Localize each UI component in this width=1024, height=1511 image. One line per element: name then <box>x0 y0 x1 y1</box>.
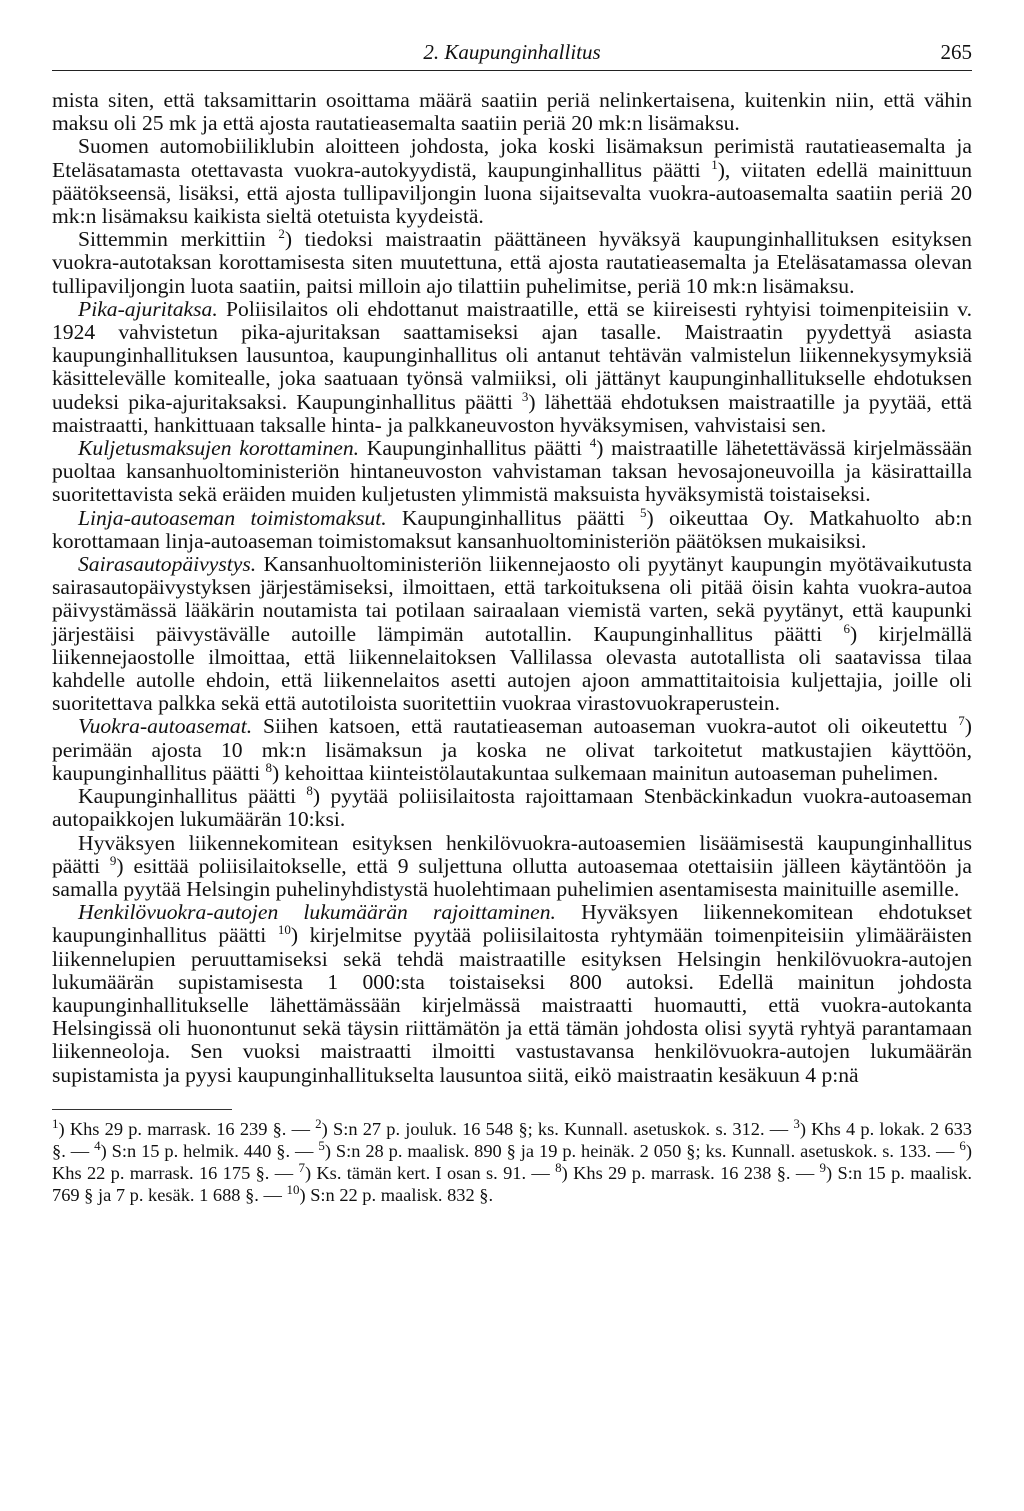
running-header <box>52 34 972 71</box>
body-text <box>52 89 972 1087</box>
footnote-ref: 9 <box>109 852 117 868</box>
footnote-ref: 10 <box>277 922 291 938</box>
footnote-ref: 4 <box>589 434 597 450</box>
footnote-ref: 5 <box>318 1137 325 1153</box>
text-run: ) oikeuttaa Oy. Matkahuolto ab:n korottamaan linja-autoaseman toimistomaksut kansanhuoltoministeriön päätöksen mukaisiksi. <box>52 505 973 553</box>
section-heading: Pika-ajuritaksa. <box>78 296 218 321</box>
footnote-ref: 2 <box>315 1115 322 1131</box>
section-heading: Sairasautopäivystys. <box>78 552 257 577</box>
footnote-ref: 7 <box>298 1159 305 1175</box>
paragraph <box>52 832 972 902</box>
footnote-ref: 8 <box>265 759 273 775</box>
text-run: Hyväksyen liikennekomitean ehdotukset kaupunginhallitus päätti <box>52 900 972 948</box>
footnote-ref: 7 <box>958 713 965 729</box>
paragraph <box>52 715 972 785</box>
text-run: Hyväksyen liikennekomitean esityksen henkilövuokra-autoasemien lisäämisestä kaupunginhallitus päätti <box>52 830 972 878</box>
paragraph <box>52 553 972 715</box>
footnote-ref: 10 <box>286 1181 300 1197</box>
text-run: Siihen katsoen, että rautatieaseman autoaseman vuokra-autot oli oikeutettu <box>252 714 959 739</box>
page-number: 265 <box>940 40 972 64</box>
section-heading: Vuokra-autoasemat. <box>78 714 253 739</box>
section-heading: Kuljetusmaksujen korottaminen. <box>78 436 360 461</box>
footnote-ref: 5 <box>640 504 647 520</box>
paragraph <box>52 228 972 298</box>
paragraph <box>52 782 972 832</box>
paragraph <box>52 298 972 437</box>
text-run: ) Khs 4 p. lokak. 2 633 §. — <box>52 1118 973 1161</box>
text-run: ) S:n 15 p. helmik. 440 §. — <box>100 1140 319 1161</box>
text-run: ) kirjelmitse pyytää poliisilaitosta ryhtymään toimenpiteisiin ylimääräisten liikennelupien peruuttamiseksi sekä tehdä maistraatille esityksen Helsingin henkilövuokra-autojen lukumäärän supistamisesta 1 000:sta toistaiseksi 800 autoksi. Edellä mainitun johdosta kaupunginhallitukselle lähettämässään kirjelmässä maistraatti huomautti, että vuokra-autokanta Helsingissä oli huonontunut sekä täysin riittämätön ja että tämän johdosta olisi syytä ryhtyä parantamaan liikenneoloja. Sen vuoksi maistraatti ilmoitti vastustavansa henkilövuokra-autojen lukumäärän supistamista ja pyysi kaupunginhallitukselta lausuntoa siitä, eikö maistraatin kesäkuun 4 p:nä <box>52 923 972 1087</box>
text-run: ) maistraatille lähetettävässä kirjelmässään puoltaa kansanhuoltoministeriön hintaneuvoston vahvistaman taksan hevosajoneuvoilla ja käsirattailla suoritettavista sekä eräiden muiden kuljetusten ylimmistä maksuista hyväksymistä toistaiseksi. <box>52 436 972 507</box>
text-run: ) S:n 28 p. maalisk. 890 § ja 19 p. heinäk. 2 050 §; ks. Kunnall. asetuskok. s. 133. — <box>324 1140 960 1161</box>
running-title: 2. Kaupunginhallitus <box>423 40 601 64</box>
text-run: ) S:n 27 p. jouluk. 16 548 §; ks. Kunnall. asetuskok. s. 312. — <box>321 1118 794 1139</box>
section-heading: Henkilövuokra-autojen lukumäärän rajoittaminen. <box>78 900 556 925</box>
footnote-ref: 3 <box>793 1115 800 1131</box>
footnote-ref: 3 <box>521 388 529 404</box>
text-run: ) Khs 29 p. marrask. 16 238 §. — <box>561 1162 820 1183</box>
footnote-rule <box>52 1109 232 1110</box>
text-run: ) kirjelmällä liikennejaostolle ilmoittaa, että liikennelaitoksen Vallilassa olevasta autotallista oli saatavissa tilaa kahdelle autolle ehdoin, että liikennelaitos asetti autojen ajoon ammattitaitoisia kuljettajia, joille oli suoritettava palkka sekä että autotiloista suoritettiin vuokraa virastovuokraperustein. <box>52 621 972 716</box>
text-run: ) kehoittaa kiinteistölautakuntaa sulkemaan mainitun autoaseman puhelimen. <box>272 760 939 785</box>
footnote-ref: 1 <box>711 156 718 172</box>
text-run: Kaupunginhallitus päätti <box>386 505 641 530</box>
paragraph <box>52 89 972 135</box>
text-run: Suomen automobiiliklubin aloitteen johdosta, joka koski lisämaksun perimistä rautatieasemalta ja Eteläsatamasta otettavasta vuokra-autokyydistä, kaupunginhallitus päätti <box>52 134 972 182</box>
footnote-ref: 8 <box>555 1159 562 1175</box>
text-run: Kaupunginhallitus päätti <box>78 784 307 809</box>
footnote-ref: 2 <box>278 226 285 242</box>
text-run: ) tiedoksi maistraatin päättäneen hyväksyä kaupunginhallituksen esityksen vuokra-autotaksan korottamisesta siten muutettuna, että ajosta rautatieasemalta ja Eteläsatamassa olevan tullipaviljongin luota saatiin, paitsi milloin ajo tilattiin puhelimitse, periä 10 mk:n lisämaksu. <box>52 227 972 298</box>
text-run: Kaupunginhallitus päätti <box>359 436 590 461</box>
text-run: ), viitaten edellä mainittuun päätökseensä, lisäksi, että ajosta tullipaviljongin luona sijaitsevalta vuokra-autoasemalta saatiin periä 20 mk:n lisämaksu kaikista sieltä otetuista kyydeistä. <box>52 157 972 229</box>
paragraph <box>52 434 972 507</box>
footnotes <box>52 1115 973 1206</box>
footnote-ref: 6 <box>959 1137 966 1153</box>
footnote-ref: 9 <box>819 1159 827 1175</box>
text-run: ) Ks. tämän kert. I osan s. 91. — <box>304 1162 556 1183</box>
text-run: ) pyytää poliisilaitosta rajoittamaan Stenbäckinkadun vuokra-autoaseman autopaikkojen lukumäärän 10:ksi. <box>52 784 972 832</box>
text-run: Kansanhuoltoministeriön liikennejaosto oli pyytänyt kaupungin myötävaikutusta sairasautopäivystyksen järjestämiseksi, ilmoittaen, että tarkoituksena oli pitää öisin kahta vuokra-autoa päivystämässä lääkärin noutamista tai potilaan sairaalaan viemistä varten, sekä pyytänyt, että kaupunki järjestäisi päivystävälle autoille lämpimän autotallin. Kaupunginhallitus päätti <box>52 552 972 646</box>
text-run: ) esittää poliisilaitokselle, että 9 suljettuna ollutta autoasemaa otettaisiin jälleen käytäntöön ja samalla pyytää Helsingin puhelinyhdistystä huolehtimaan puhelimien asentamisesta mainituille asemille. <box>52 853 972 901</box>
text-run: Poliisilaitos oli ehdottanut maistraatille, että se kiireisesti ryhtyisi toimenpiteisiin v. 1924 vahvistetun pika-ajuritaksan saattamiseksi ajan tasalle. Maistraatin pyydettyä asiasta kaupunginhallituksen lausuntoa, kaupunginhallitus oli antanut tehtävän valmistelun liikennekysymyksiä käsittelevälle komitealle, joka saatuaan työnsä valmiiksi, oli jättänyt kaupunginhallitukselle ehdotuksen uudeksi pika-ajuritaksaksi. Kaupunginhallitus päätti <box>52 296 972 414</box>
footnote-ref: 6 <box>843 620 850 636</box>
text-run: ) S:n 15 p. maalisk. 769 § ja 7 p. kesäk. 1 688 §. — <box>52 1162 973 1205</box>
text-run: ) lähettää ehdotuksen maistraatille ja pyytää, että maistraatti, hankittuaan taksalle hinta- ja palkkaneuvoston hyväksymisen, vahvistaisi sen. <box>52 389 972 437</box>
paragraph <box>52 504 973 553</box>
text-run: mista siten, että taksamittarin osoittama määrä saatiin periä nelinkertaisena, kuitenkin niin, että vähin maksu oli 25 mk ja että ajosta rautatieasemalta saatiin periä 20 mk:n lisämaksu. <box>52 88 972 136</box>
footnote-ref: 1 <box>52 1115 59 1131</box>
document-page <box>52 34 972 1206</box>
text-run: ) S:n 22 p. maalisk. 832 §. <box>299 1184 494 1205</box>
text-run: ) perimään ajosta 10 mk:n lisämaksun ja koska ne olivat tarkoitetut matkustajien käyttöön, kaupunginhallitus päätti <box>52 714 972 785</box>
footnote-ref: 4 <box>94 1137 101 1153</box>
text-run: Sittemmin merkittiin <box>78 227 279 252</box>
paragraph <box>52 135 972 228</box>
paragraph <box>52 901 972 1087</box>
section-heading: Linja-autoaseman toimistomaksut. <box>78 505 387 530</box>
footnote-ref: 8 <box>306 782 313 798</box>
text-run: ) Khs 22 p. marrask. 16 175 §. — <box>52 1140 972 1183</box>
text-run: ) Khs 29 p. marrask. 16 239 §. — <box>58 1118 316 1139</box>
